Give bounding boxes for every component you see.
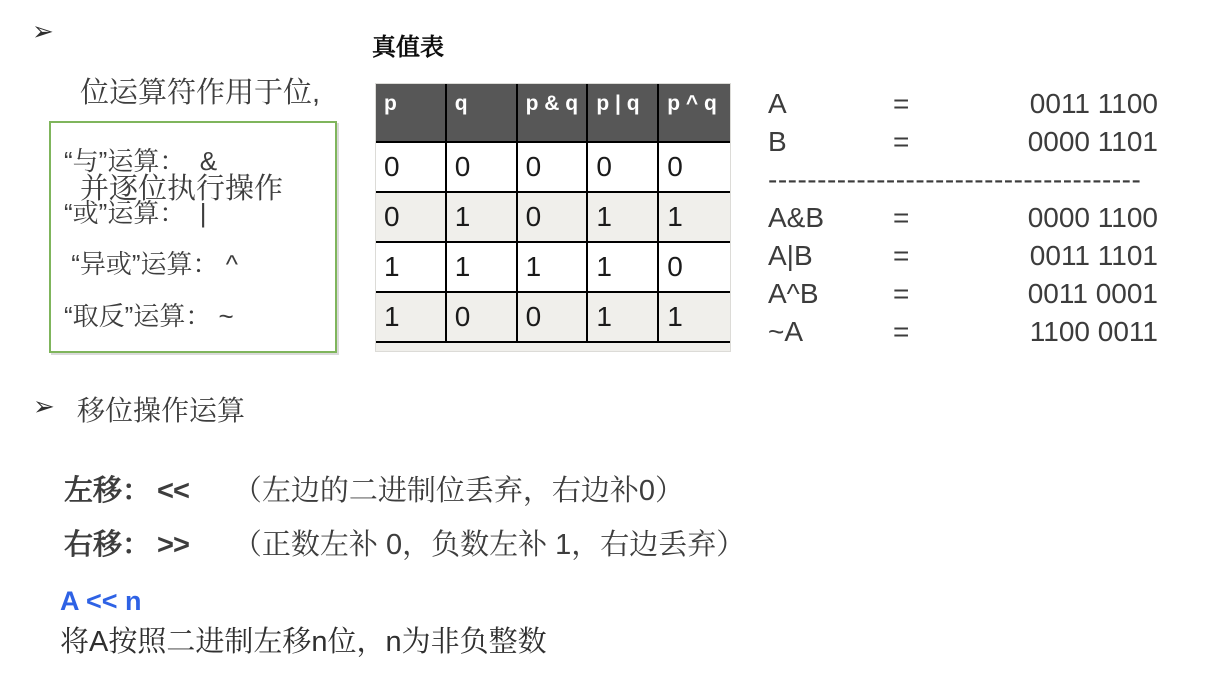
binary-examples — [768, 88, 1158, 354]
result-name: ~A — [768, 316, 804, 347]
truth-table-cell: 0 — [518, 293, 589, 341]
equals-sign: = — [893, 240, 910, 271]
truth-table-cell: 1 — [518, 243, 589, 291]
result-value: 0000 1100 — [1027, 202, 1158, 233]
equals-sign: = — [893, 126, 910, 157]
truth-table-cell: 1 — [667, 301, 683, 332]
truth-table-cell: 1 — [447, 193, 518, 241]
example-row — [768, 88, 1158, 126]
operator-item-not: “取反”运算： ~ — [64, 300, 234, 331]
truth-table-row — [376, 143, 730, 193]
truth-table-header-cell: p — [376, 84, 447, 141]
example-row — [768, 202, 1158, 240]
truth-table-cell: 1 — [588, 193, 659, 241]
operator-item-or: “或”运算： | — [64, 197, 207, 228]
left-shift-operator: << — [157, 475, 189, 507]
truth-table-row — [376, 193, 730, 243]
result-value: 1100 0011 — [1029, 316, 1158, 347]
truth-table-row — [376, 293, 730, 343]
truth-table-header-cell: p | q — [588, 84, 659, 141]
result-value: 0011 1101 — [1029, 240, 1158, 271]
truth-table-cell: 0 — [447, 143, 518, 191]
truth-table-cell: 1 — [447, 243, 518, 291]
operand-value: 0000 1101 — [1027, 126, 1158, 157]
operand-name: B — [768, 126, 787, 157]
truth-table — [375, 83, 731, 352]
result-value: 0011 0001 — [1027, 278, 1158, 309]
left-shift-note: （左边的二进制位丢弃，右边补0） — [232, 475, 685, 507]
right-shift-operator: >> — [157, 529, 189, 561]
truth-table-cell: 1 — [588, 243, 659, 291]
truth-table-header-cell: p ^ q — [667, 92, 717, 115]
truth-table-header-cell: p & q — [518, 84, 589, 141]
truth-table-cell: 0 — [447, 293, 518, 341]
example-row — [768, 278, 1158, 316]
intro-bullet-line1: 位运算符作用于位, — [80, 77, 321, 109]
right-shift-label: 右移： — [64, 529, 152, 561]
truth-table-cell: 0 — [518, 143, 589, 191]
operand-name: A — [768, 88, 787, 119]
right-shift-note: （正数左补 0，负数左补 1，右边丢弃） — [232, 529, 746, 561]
truth-table-cell: 0 — [667, 151, 683, 182]
result-name: A^B — [768, 278, 819, 309]
arrow-bullet-icon: ➢ — [32, 16, 54, 46]
equals-sign: = — [893, 202, 910, 233]
result-name: A&B — [768, 202, 825, 233]
operator-item-xor: “异或”运算： ^ — [64, 249, 238, 280]
example-row — [768, 126, 1158, 164]
truth-table-cell: 0 — [588, 143, 659, 191]
truth-table-cell: 1 — [588, 293, 659, 341]
equals-sign: = — [893, 88, 910, 119]
dashed-separator: -------------------------------------- — [768, 164, 1142, 195]
right-shift-line — [64, 522, 745, 563]
operand-value: 0011 1100 — [1029, 88, 1158, 119]
equals-sign: = — [893, 278, 910, 309]
equals-sign: = — [893, 316, 910, 347]
arrow-bullet-icon: ➢ — [33, 391, 55, 421]
example-row — [768, 316, 1158, 354]
truth-table-cell: 0 — [667, 251, 683, 282]
operator-box — [49, 121, 337, 353]
truth-table-cell: 0 — [376, 193, 447, 241]
shift-example-expression: A << n — [60, 586, 142, 616]
shift-example-description: 将A按照二进制左移n位，n为非负整数 — [60, 626, 547, 658]
example-row — [768, 240, 1158, 278]
truth-table-cell: 0 — [518, 193, 589, 241]
truth-table-cell: 1 — [667, 201, 683, 232]
truth-table-footer-strip — [376, 343, 730, 351]
truth-table-title: 真值表 — [372, 34, 444, 61]
truth-table-cell: 1 — [376, 293, 447, 341]
truth-table-cell: 1 — [376, 243, 447, 291]
shift-section-heading: 移位操作运算 — [77, 395, 246, 426]
intro-bullet-line2: 并逐位执行操作 — [80, 173, 284, 205]
truth-table-header-row — [376, 84, 730, 143]
result-name: A|B — [768, 240, 813, 271]
truth-table-header-cell: q — [447, 84, 518, 141]
truth-table-row — [376, 243, 730, 293]
truth-table-cell: 0 — [376, 143, 447, 191]
operator-item-and: “与”运算： & — [64, 146, 218, 177]
left-shift-line — [64, 468, 684, 509]
left-shift-label: 左移： — [64, 475, 152, 507]
